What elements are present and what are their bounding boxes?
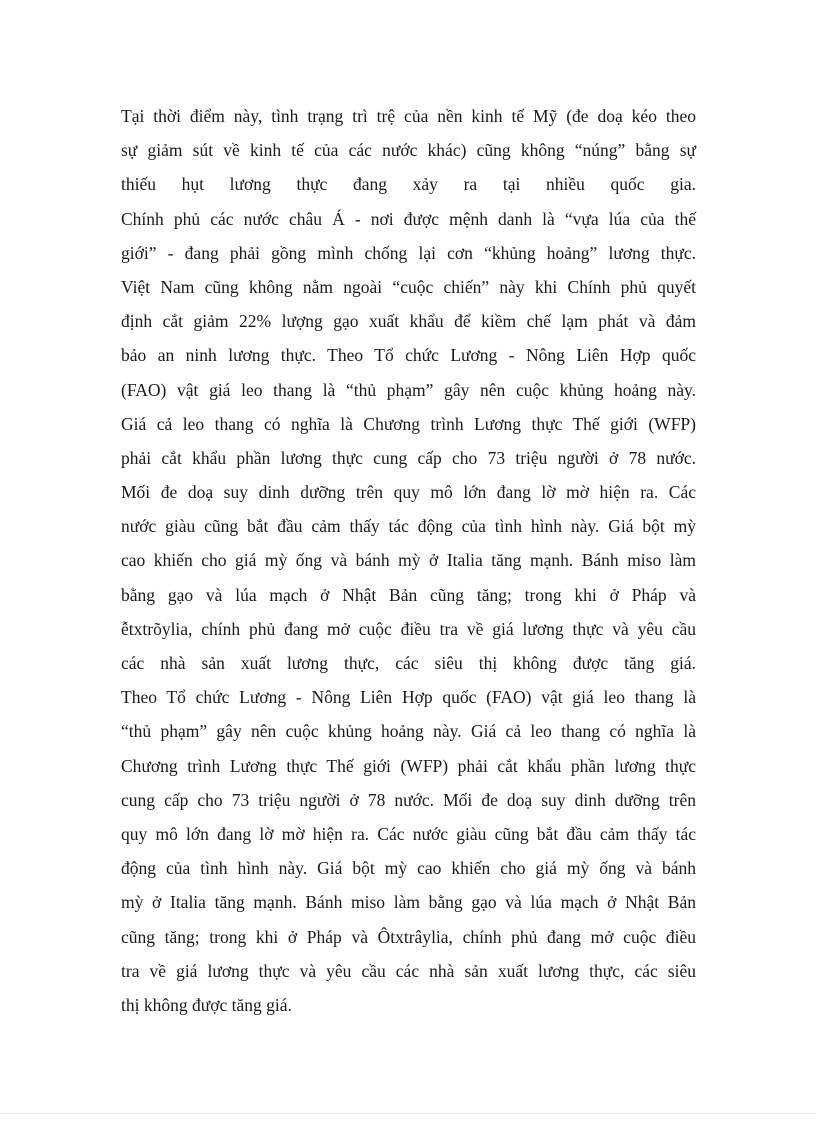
text-line: bằng gạo và lúa mạch ở Nhật Bản cũng tăng; trong khi ở Pháp và (121, 584, 696, 605)
text-line: (FAO) vật giá leo thang là “thủ phạm” gây nên cuộc khủng hoảng này. (121, 379, 696, 400)
page-bottom-divider (0, 1113, 816, 1114)
text-line: giới” - đang phải gồng mình chống lại cơn “khủng hoảng” lương thực. (121, 242, 696, 263)
text-line: “thủ phạm” gây nên cuộc khủng hoảng này. Giá cả leo thang có nghĩa là (121, 721, 696, 742)
text-line: bảo an ninh lương thực. Theo Tổ chức Lương - Nông Liên Hợp quốc (121, 345, 696, 366)
text-line: cung cấp cho 73 triệu người ở 78 nước. Mối đe doạ suy dinh dưỡng trên (121, 789, 696, 810)
text-line: thiếu hụt lương thực đang xảy ra tại nhiều quốc gia. (121, 174, 696, 195)
text-line: các nhà sản xuất lương thực, các siêu thị không được tăng giá. (121, 653, 696, 673)
text-line: cao khiến cho giá mỳ ống và bánh mỳ ở Italia tăng mạnh. Bánh miso làm (121, 550, 696, 571)
text-line: Việt Nam cũng không nằm ngoài “cuộc chiến” này khi Chính phủ quyết (121, 276, 696, 297)
text-line: tra về giá lương thực và yêu cầu các nhà sản xuất lương thực, các siêu (121, 960, 696, 981)
text-line: Giá cả leo thang có nghĩa là Chương trình Lương thực Thế giới (WFP) (121, 413, 696, 434)
body-text (121, 99, 696, 1022)
text-line: định cắt giảm 22% lượng gạo xuất khẩu để kiềm chế lạm phát và đảm (121, 311, 696, 332)
text-line: Chương trình Lương thực Thế giới (WFP) phải cắt khẩu phần lương thực (121, 755, 696, 776)
text-line: cũng tăng; trong khi ở Pháp và Ôtxtrâylia, chính phủ đang mở cuộc điều (121, 926, 696, 947)
text-line: ễtxtrõylia, chính phủ đang mở cuộc điều tra về giá lương thực và yêu cầu (121, 618, 696, 639)
text-line: sự giảm sút về kinh tế của các nước khác) cũng không “núng” bằng sự (121, 140, 696, 161)
text-line: Theo Tổ chức Lương - Nông Liên Hợp quốc (FAO) vật giá leo thang là (121, 687, 696, 708)
text-line: động của tình hình này. Giá bột mỳ cao khiến cho giá mỳ ống và bánh (121, 858, 696, 879)
text-line: Chính phủ các nước châu Á - nơi được mệnh danh là “vựa lúa của thế (121, 208, 696, 229)
text-line-last: thị không được tăng giá. (121, 994, 292, 1015)
text-line: Tại thời điểm này, tình trạng trì trệ của nền kinh tế Mỹ (đe doạ kéo theo (121, 106, 696, 126)
text-line: nước giàu cũng bắt đầu cảm thấy tác động của tình hình này. Giá bột mỳ (121, 516, 696, 537)
text-line: Mối đe doạ suy dinh dưỡng trên quy mô lớn đang lờ mờ hiện ra. Các (121, 482, 696, 503)
text-line: quy mô lớn đang lờ mờ hiện ra. Các nước giàu cũng bắt đầu cảm thấy tác (121, 823, 696, 844)
text-line: mỳ ở Italia tăng mạnh. Bánh miso làm bằng gạo và lúa mạch ở Nhật Bản (121, 892, 696, 913)
text-line: phải cắt khẩu phần lương thực cung cấp cho 73 triệu người ở 78 nước. (121, 447, 696, 468)
